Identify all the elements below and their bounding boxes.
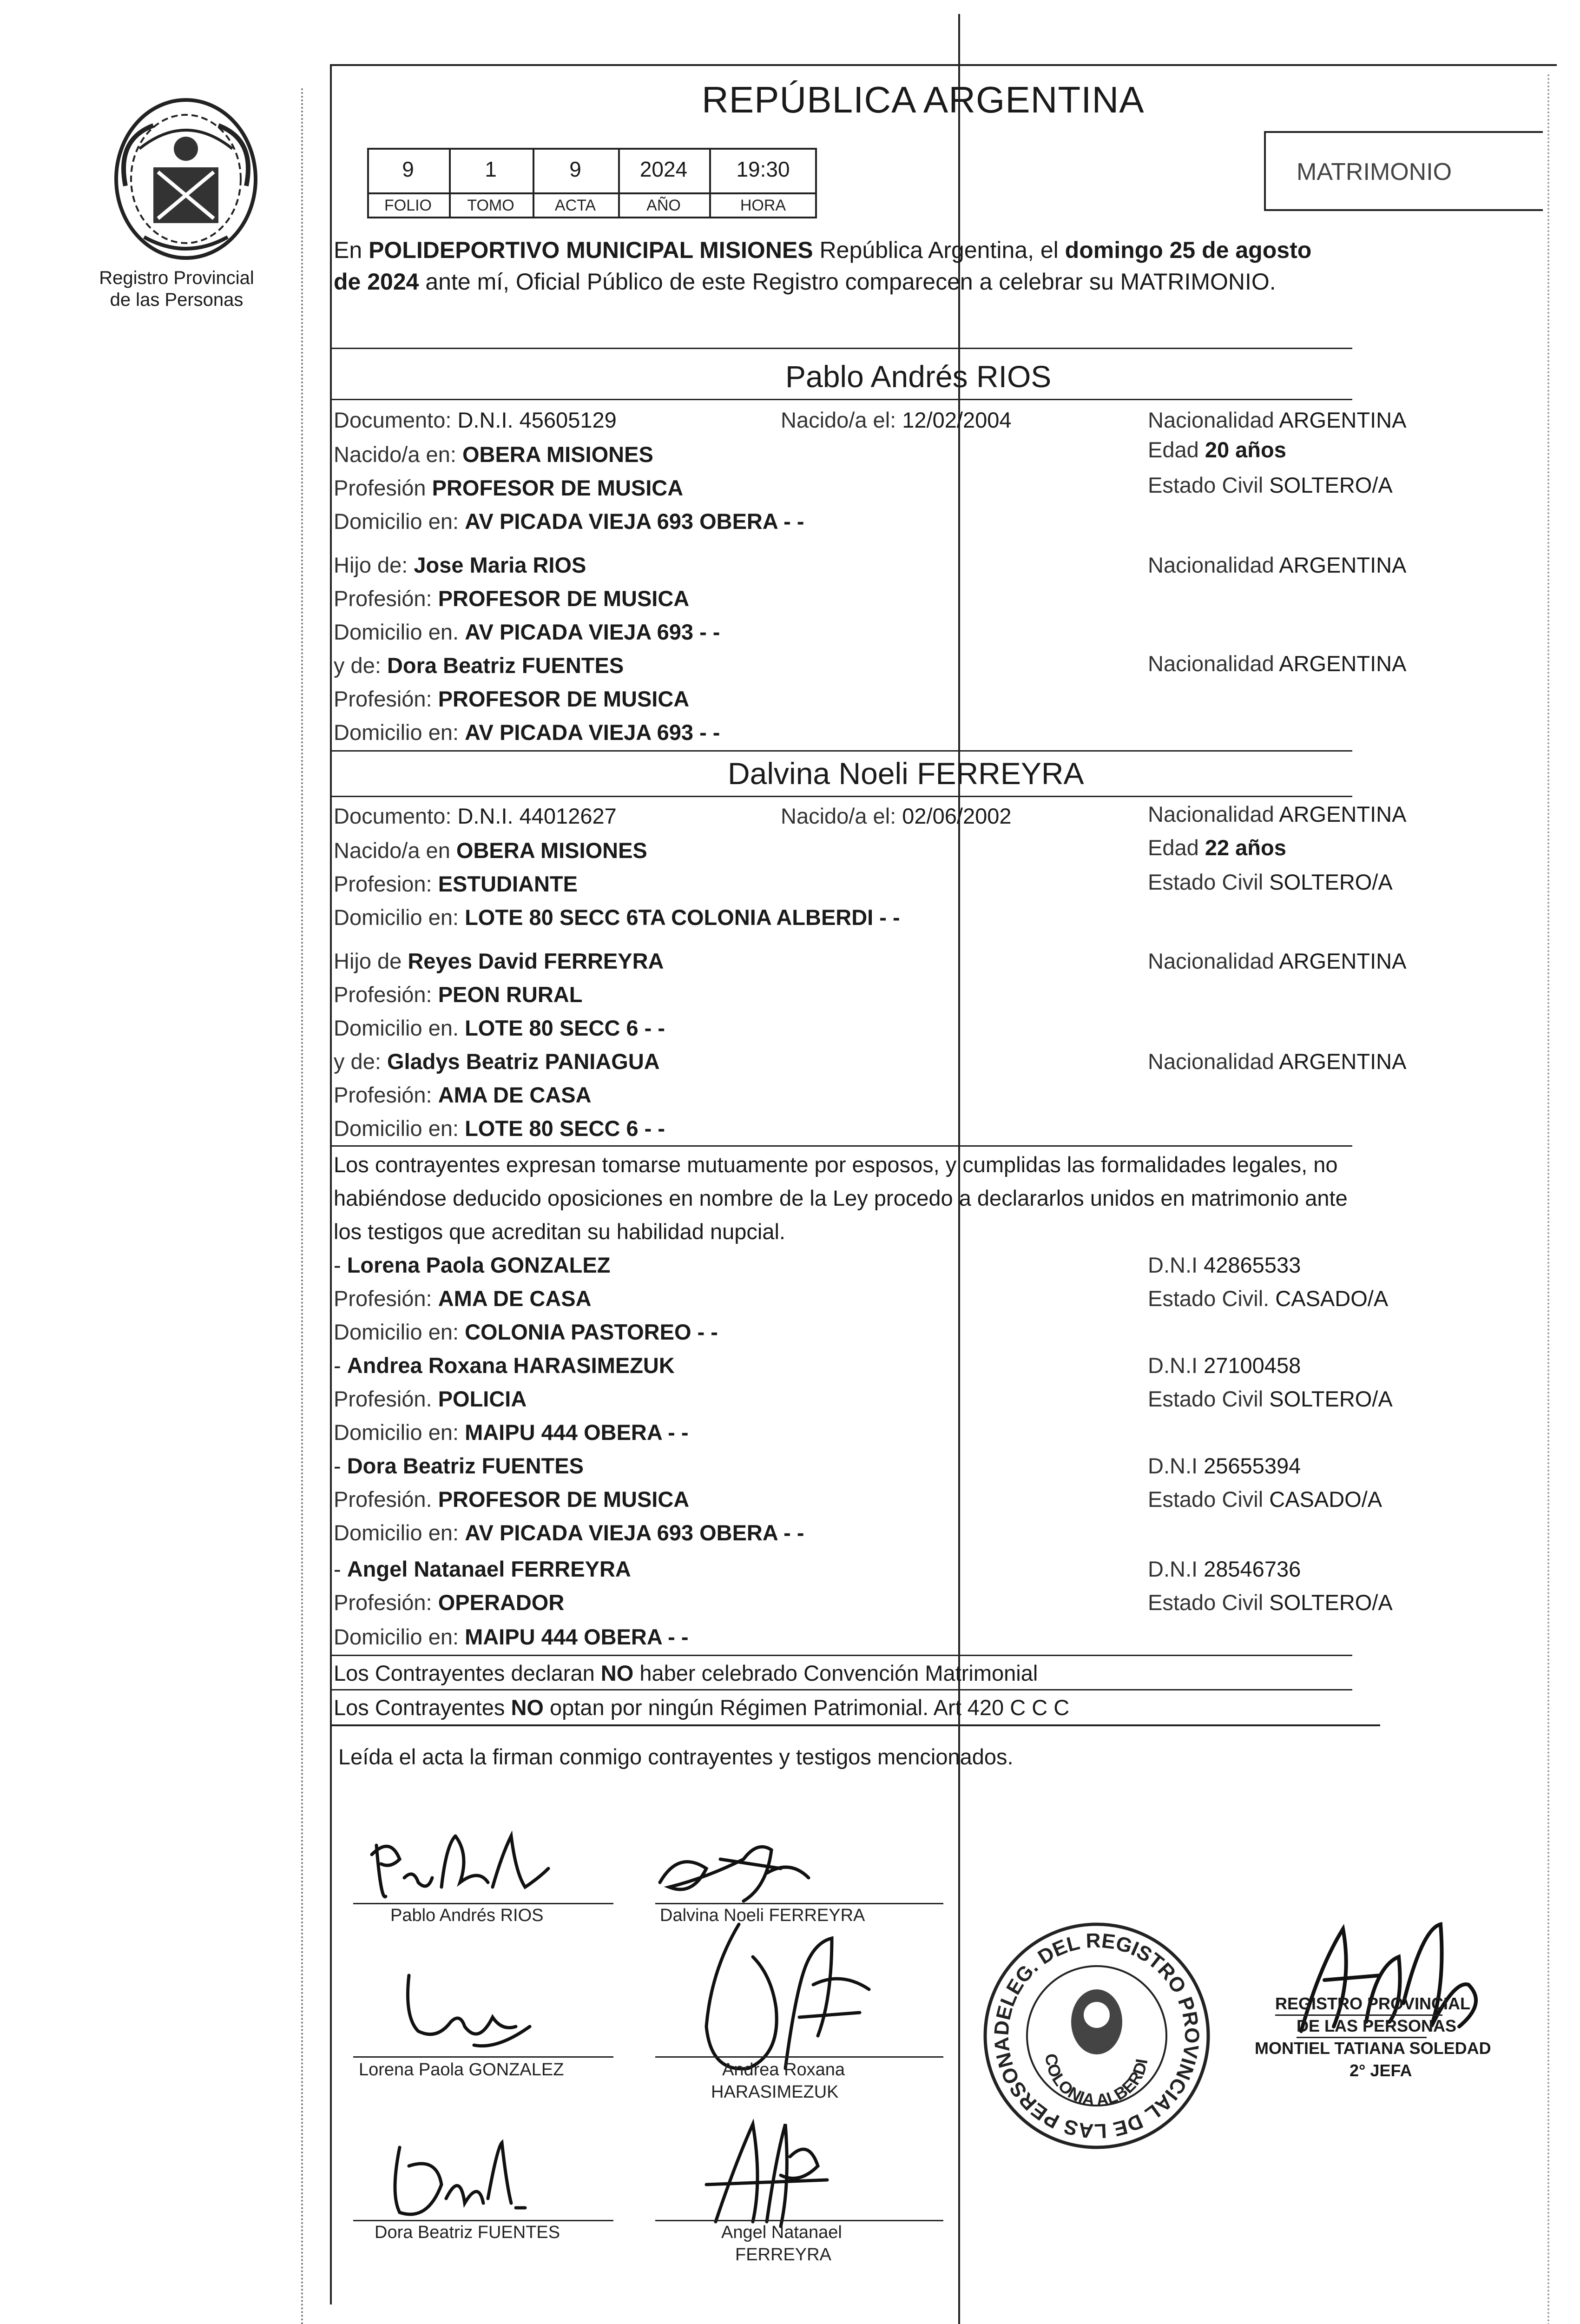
stamp-underline-2 [1297, 2037, 1427, 2038]
groom-mother-profession: Profesión: PROFESOR DE MUSICA [334, 687, 690, 711]
witness-3-signature-line [353, 2220, 613, 2221]
provincial-crest-logo [88, 93, 283, 270]
witness-4-signature-caption-2: FERREYRA [735, 2245, 831, 2265]
bride-name: Dalvina Noeli FERREYRA [728, 756, 1084, 791]
witness-1-dni: D.N.I 42865533 [1148, 1253, 1301, 1277]
intro-line1 [334, 237, 1311, 263]
tomo-value: 1 [485, 157, 497, 181]
ceremony-year: de 2024 [334, 269, 419, 295]
witness-3-signature [372, 2129, 539, 2231]
folio-value: 9 [402, 157, 414, 181]
groom-signature-line [353, 1903, 613, 1904]
registry-round-seal [976, 1915, 1218, 2157]
registry-name-line2: de las Personas [110, 290, 244, 310]
bride-nationality: Nacionalidad ARGENTINA [1148, 802, 1407, 826]
witness-3-profession: Profesión. PROFESOR DE MUSICA [334, 1487, 690, 1512]
right-margin-scan-marks [1547, 74, 1551, 2324]
witness-2-name: - Andrea Roxana HARASIMEZUK [334, 1353, 675, 1378]
witness-2-signature-line [655, 2056, 943, 2058]
groom-section-separator [330, 750, 1352, 752]
witness-2-address: Domicilio en: MAIPU 444 OBERA - - [334, 1420, 689, 1445]
doc-type-box-left [1264, 131, 1266, 210]
witness-4-signature-line [655, 2220, 943, 2221]
declaration-line1: Los contrayentes expresan tomarse mutuamente por esposos, y cumplidas las formalidades legales, no [334, 1152, 1338, 1177]
bride-profession: Profesion: ESTUDIANTE [334, 872, 578, 896]
acta-label: ACTA [554, 197, 596, 214]
stamp-line1: REGISTRO PROVINCIAL [1275, 1994, 1471, 2013]
witness-2-signature-caption-1: Andrea Roxana [722, 2060, 845, 2080]
witness-1-signature-line [353, 2056, 613, 2058]
tomo-label: TOMO [467, 197, 514, 214]
declaration-line2: habiéndose deducido oposiciones en nombre de la Ley procedo a declararlos unidos en matrimonio ante [334, 1186, 1348, 1210]
registry-name-line1: Registro Provincial [99, 268, 254, 288]
hour-label: HORA [740, 197, 786, 214]
witness-2-profession: Profesión. POLICIA [334, 1386, 527, 1411]
bride-mother: y de: Gladys Beatriz PANIAGUA [334, 1049, 660, 1074]
groom-signature [362, 1827, 558, 1910]
acta-value: 9 [569, 157, 581, 181]
bride-father: Hijo de Reyes David FERREYRA [334, 949, 664, 973]
doc-type-box-top [1264, 131, 1543, 133]
witness-1-address: Domicilio en: COLONIA PASTOREO - - [334, 1320, 718, 1344]
groom-address: Domicilio en: AV PICADA VIEJA 693 OBERA - - [334, 509, 804, 534]
groom-profession: Profesión PROFESOR DE MUSICA [334, 475, 684, 500]
convention-separator [330, 1689, 1352, 1690]
groom-birthplace: Nacido/a en: OBERA MISIONES [334, 442, 653, 467]
hour-value: 19:30 [736, 157, 790, 181]
groom-age: Edad 20 años [1148, 437, 1286, 462]
intro-text-2: República Argentina, el [813, 237, 1065, 263]
witness-4-name: - Angel Natanael FERREYRA [334, 1557, 631, 1581]
page-title: REPÚBLICA ARGENTINA [702, 79, 1145, 120]
bride-mother-address: Domicilio en: LOTE 80 SECC 6 - - [334, 1116, 665, 1141]
doc-type-box-bottom [1264, 209, 1543, 211]
bride-birthplace: Nacido/a en OBERA MISIONES [334, 838, 647, 863]
form-top-border [330, 64, 1557, 66]
stamp-line3: MONTIEL TATIANA SOLEDAD [1255, 2039, 1491, 2058]
witness-4-signature-caption-1: Angel Natanael [721, 2223, 842, 2242]
groom-mother-address: Domicilio en: AV PICADA VIEJA 693 - - [334, 720, 720, 745]
witness-1-signature-caption: Lorena Paola GONZALEZ [359, 2060, 564, 2080]
bride-mother-profession: Profesión: AMA DE CASA [334, 1083, 592, 1107]
intro-separator [330, 348, 1352, 349]
year-value: 2024 [639, 157, 688, 181]
year-label: AÑO [646, 197, 681, 214]
groom-nationality: Nacionalidad ARGENTINA [1148, 408, 1407, 432]
bride-name-underline [330, 796, 1352, 797]
groom-name: Pablo Andrés RIOS [785, 359, 1052, 394]
intro-line2 [334, 269, 1276, 295]
witness-4-dni: D.N.I 28546736 [1148, 1557, 1301, 1581]
groom-signature-caption: Pablo Andrés RIOS [390, 1906, 544, 1925]
bride-address: Domicilio en: LOTE 80 SECC 6TA COLONIA ALBERDI - - [334, 905, 900, 930]
witness-1-civil: Estado Civil. CASADO/A [1148, 1286, 1389, 1311]
witness-3-name: - Dora Beatriz FUENTES [334, 1453, 584, 1478]
folio-label: FOLIO [384, 197, 432, 214]
bride-mother-nationality: Nacionalidad ARGENTINA [1148, 1049, 1407, 1074]
witnesses-separator [330, 1655, 1352, 1656]
convention-line-2: Los Contrayentes NO optan por ningún Régimen Patrimonial. Art 420 C C C [334, 1695, 1070, 1720]
witness-3-dni: D.N.I 25655394 [1148, 1453, 1301, 1478]
witness-3-address: Domicilio en: AV PICADA VIEJA 693 OBERA - - [334, 1520, 804, 1545]
witness-1-name: - Lorena Paola GONZALEZ [334, 1253, 611, 1277]
witness-3-civil: Estado Civil CASADO/A [1148, 1487, 1382, 1512]
groom-birthdate: Nacido/a el: 12/02/2004 [781, 408, 1012, 432]
witness-3-signature-caption: Dora Beatriz FUENTES [375, 2223, 560, 2242]
groom-civil-status: Estado Civil SOLTERO/A [1148, 473, 1393, 497]
groom-name-underline [330, 399, 1352, 400]
convention-bottom-border [330, 1724, 1380, 1726]
groom-father-nationality: Nacionalidad ARGENTINA [1148, 553, 1407, 577]
form-left-border [330, 64, 332, 2304]
stamp-line2: DE LAS PERSONAS [1297, 2016, 1457, 2035]
bride-signature-line [655, 1903, 943, 1904]
intro-text-1: En [334, 237, 369, 263]
bride-age: Edad 22 años [1148, 835, 1286, 860]
witness-1-profession: Profesión: AMA DE CASA [334, 1286, 592, 1311]
intro-text-3: ante mí, Oficial Público de este Registro comparecen a celebrar su MATRIMONIO. [419, 269, 1276, 295]
bride-civil-status: Estado Civil SOLTERO/A [1148, 870, 1393, 894]
groom-father-address: Domicilio en. AV PICADA VIEJA 693 - - [334, 620, 720, 644]
doc-type-label: MATRIMONIO [1297, 158, 1452, 185]
witness-1-signature [390, 1961, 539, 2054]
bride-father-nationality: Nacionalidad ARGENTINA [1148, 949, 1407, 973]
groom-mother-nationality: Nacionalidad ARGENTINA [1148, 651, 1407, 676]
groom-father: Hijo de: Jose Maria RIOS [334, 553, 586, 577]
acta-table-divider [367, 192, 817, 194]
stamp-underline-1 [1275, 2014, 1442, 2016]
convention-line-1: Los Contrayentes declaran NO haber celebrado Convención Matrimonial [334, 1661, 1038, 1685]
left-margin-perforation [301, 88, 305, 2324]
witness-2-signature [683, 1915, 878, 2110]
bride-signature-caption: Dalvina Noeli FERREYRA [660, 1906, 865, 1925]
groom-father-profession: Profesión: PROFESOR DE MUSICA [334, 586, 690, 611]
bride-father-address: Domicilio en. LOTE 80 SECC 6 - - [334, 1016, 665, 1040]
bride-father-profession: Profesión: PEON RURAL [334, 982, 583, 1007]
stamp-line4: 2° JEFA [1350, 2061, 1412, 2080]
closing-statement: Leída el acta la firman conmigo contrayentes y testigos mencionados. [338, 1744, 1014, 1769]
bride-signature [651, 1831, 818, 1910]
groom-doc: Documento: D.N.I. 45605129 [334, 408, 617, 432]
witness-2-dni: D.N.I 27100458 [1148, 1353, 1301, 1378]
bride-doc: Documento: D.N.I. 44012627 [334, 804, 617, 828]
declaration-line3: los testigos que acreditan su habilidad nupcial. [334, 1219, 785, 1244]
ceremony-place: POLIDEPORTIVO MUNICIPAL MISIONES [369, 237, 813, 263]
seal-inner-text: COLONIA ALBERDI [1041, 2053, 1152, 2110]
witness-4-address: Domicilio en: MAIPU 444 OBERA - - [334, 1624, 689, 1649]
seal-outer-text: DELEG. DEL REGISTRO PROVINCIAL DE LAS PERSONA [990, 1929, 1204, 2143]
witness-2-signature-caption-2: HARASIMEZUK [711, 2082, 839, 2102]
witness-4-civil: Estado Civil SOLTERO/A [1148, 1590, 1393, 1615]
witness-4-profession: Profesión: OPERADOR [334, 1590, 565, 1615]
bride-section-separator [330, 1145, 1352, 1147]
ceremony-date: domingo 25 de agosto [1065, 237, 1312, 263]
witness-2-civil: Estado Civil SOLTERO/A [1148, 1386, 1393, 1411]
groom-mother: y de: Dora Beatriz FUENTES [334, 653, 624, 678]
svg-text:COLONIA ALBERDI [1041, 2053, 1151, 2110]
bride-birthdate: Nacido/a el: 02/06/2002 [781, 804, 1012, 828]
